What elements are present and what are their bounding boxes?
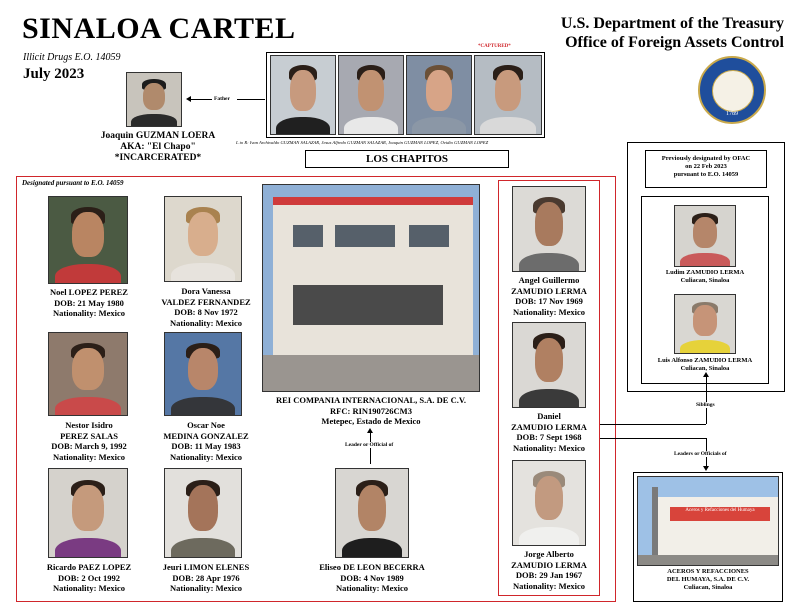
jeuri-nationality: Nationality: Mexico <box>170 583 242 593</box>
el-chapo-aka: AKA: "El Chapo" <box>120 142 196 152</box>
angel-caption <box>500 275 598 317</box>
eliseo-nationality: Nationality: Mexico <box>336 583 408 593</box>
rei-building-photo <box>262 184 480 392</box>
rei-location: Metepec, Estado de Mexico <box>321 416 421 426</box>
designated-label: Designated pursuant to E.O. 14059 <box>22 179 124 187</box>
nestor-nationality: Nationality: Mexico <box>53 451 125 462</box>
ivan-photo <box>270 55 336 135</box>
nestor-caption <box>30 420 148 462</box>
arrow-left-icon <box>186 96 191 102</box>
rei-name: REI COMPANIA INTERNACIONAL, S.A. DE C.V. <box>275 395 466 405</box>
previous-line-1: Previously designated by OFAC <box>661 155 751 162</box>
oscar-name-2: MEDINA GONZALEZ <box>163 430 249 441</box>
daniel-photo <box>512 322 586 408</box>
aceros-building-photo <box>637 476 779 566</box>
previous-line-3: pursuant to E.O. 14059 <box>673 171 739 178</box>
ricardo-nationality: Nationality: Mexico <box>53 583 125 593</box>
angel-dob: DOB: 17 Nov 1969 <box>515 296 583 306</box>
jeuri-caption <box>150 562 262 594</box>
noel-photo <box>48 196 128 284</box>
nestor-dob: DOB: March 9, 1992 <box>51 441 127 451</box>
eliseo-dob: DOB: 4 Nov 1989 <box>340 572 404 583</box>
daniel-nationality: Nationality: Mexico <box>513 442 585 453</box>
aceros-line-2: DEL HUMAYA, S.A. DE C.V. <box>666 576 750 583</box>
father-connector-right <box>237 99 265 100</box>
angel-name-2: ZAMUDIO LERMA <box>511 285 587 296</box>
siblings-connector <box>600 424 706 425</box>
luis-location: Culiacan, Sinaloa <box>680 365 730 372</box>
jorge-dob: DOB: 29 Jan 1967 <box>515 570 583 580</box>
jorge-photo <box>512 460 586 546</box>
ricardo-photo <box>48 468 128 558</box>
previous-line-2: on 22 Feb 2023 <box>685 163 727 170</box>
angel-nationality: Nationality: Mexico <box>513 306 585 317</box>
noel-caption <box>30 287 148 319</box>
arrow-down-icon <box>703 466 709 471</box>
captured-label: *CAPTURED* <box>478 44 511 49</box>
dora-photo <box>164 196 242 282</box>
jesus-alfredo-photo <box>338 55 404 135</box>
chapitos-caption: L to R: Ivan Archivaldo GUZMAN SALAZAR, Jesus Alfredo GUZMAN SALAZAR, Joaquin GUZMAN LOPEZ, Ovidio GUZMAN LOPEZ <box>236 140 489 145</box>
el-chapo-caption <box>88 131 228 164</box>
father-connector <box>190 99 212 100</box>
luis-caption <box>641 357 769 373</box>
oscar-name-1: Oscar Noe <box>187 420 225 430</box>
rei-rfc: RFC: RIN190726CM3 <box>330 405 412 416</box>
luis-name: Luis Alfonso ZAMUDIO LERMA <box>657 357 753 364</box>
noel-dob: DOB: 21 May 1980 <box>54 297 124 308</box>
arrow-up-icon <box>367 428 373 433</box>
aceros-line-1: ACEROS Y REFACCIONES <box>667 568 749 575</box>
el-chapo-name: Joaquin GUZMAN LOERA <box>100 131 216 141</box>
leader-connector <box>370 432 371 464</box>
seal-shield <box>712 70 754 112</box>
agency-line-2: Office of Foreign Assets Control <box>565 34 784 51</box>
ricardo-name: Ricardo PAEZ LOPEZ <box>46 562 132 572</box>
page-title: SINALOA CARTEL <box>22 12 296 45</box>
jeuri-photo <box>164 468 242 558</box>
dora-name-2: VALDEZ FERNANDEZ <box>161 296 251 307</box>
daniel-name-1: Daniel <box>537 411 561 421</box>
nestor-photo <box>48 332 128 416</box>
oscar-photo <box>164 332 242 416</box>
oscar-nationality: Nationality: Mexico <box>170 451 242 462</box>
eliseo-caption <box>300 562 444 594</box>
jeuri-dob: DOB: 28 Apr 1976 <box>172 572 240 583</box>
rei-caption <box>262 395 480 427</box>
father-label: Father <box>214 96 230 102</box>
angel-photo <box>512 186 586 272</box>
jorge-nationality: Nationality: Mexico <box>513 580 585 591</box>
ricardo-caption <box>30 562 148 594</box>
dora-name-1: Dora Vanessa <box>181 286 231 296</box>
ludim-location: Culiacan, Sinaloa <box>680 277 730 284</box>
los-chapitos-label: LOS CHAPITOS <box>365 153 449 165</box>
el-chapo-status: *INCARCERATED* <box>114 153 202 163</box>
eliseo-name: Eliseo DE LEON BECERRA <box>319 562 425 572</box>
oscar-dob: DOB: 11 May 1983 <box>171 441 241 451</box>
aceros-sign: Aceros y Refacciones del Humaya <box>670 507 770 521</box>
eliseo-photo <box>335 468 409 558</box>
aceros-location: Culiacan, Sinaloa <box>683 584 733 591</box>
eo-subtitle: Illicit Drugs E.O. 14059 <box>23 52 121 63</box>
daniel-caption <box>500 411 598 453</box>
jorge-name-2: ZAMUDIO LERMA <box>511 559 587 570</box>
noel-nationality: Nationality: Mexico <box>53 308 125 318</box>
oscar-caption <box>150 420 262 462</box>
dora-caption <box>150 286 262 328</box>
leaders-connector <box>600 438 706 439</box>
ovidio-photo <box>474 55 542 135</box>
dora-dob: DOB: 8 Nov 1972 <box>174 307 238 317</box>
angel-name-1: Angel Guillermo <box>518 275 580 285</box>
daniel-name-2: ZAMUDIO LERMA <box>511 421 587 432</box>
noel-name: Noel LOPEZ PEREZ <box>50 287 128 297</box>
leaders-label: Leaders or Officials of <box>674 451 727 457</box>
aceros-caption <box>633 568 783 592</box>
nestor-name-2: PEREZ SALAS <box>60 430 118 441</box>
ludim-photo <box>674 205 736 267</box>
dora-nationality: Nationality: Mexico <box>170 317 242 328</box>
ludim-caption <box>641 269 769 285</box>
previous-header <box>645 155 767 179</box>
date-label: July 2023 <box>23 66 85 82</box>
jorge-name-1: Jorge Alberto <box>524 549 574 559</box>
nestor-name-1: Nestor Isidro <box>65 420 113 430</box>
el-chapo-photo <box>126 72 182 127</box>
treasury-seal-icon <box>698 56 766 124</box>
siblings-label: Siblings <box>696 402 715 408</box>
joaquin-photo <box>406 55 472 135</box>
jorge-caption <box>500 549 598 591</box>
seal-year: 1789 <box>726 111 738 117</box>
agency-title <box>561 14 784 52</box>
leader-label: Leader or Official of <box>345 442 394 448</box>
ricardo-dob: DOB: 2 Oct 1992 <box>57 572 121 583</box>
agency-line-1: U.S. Department of the Treasury <box>560 15 784 32</box>
luis-photo <box>674 294 736 354</box>
ludim-name: Ludim ZAMUDIO LERMA <box>665 269 745 276</box>
daniel-dob: DOB: 7 Sept 1968 <box>516 432 582 442</box>
jeuri-name: Jeuri LIMON ELENES <box>162 562 250 572</box>
